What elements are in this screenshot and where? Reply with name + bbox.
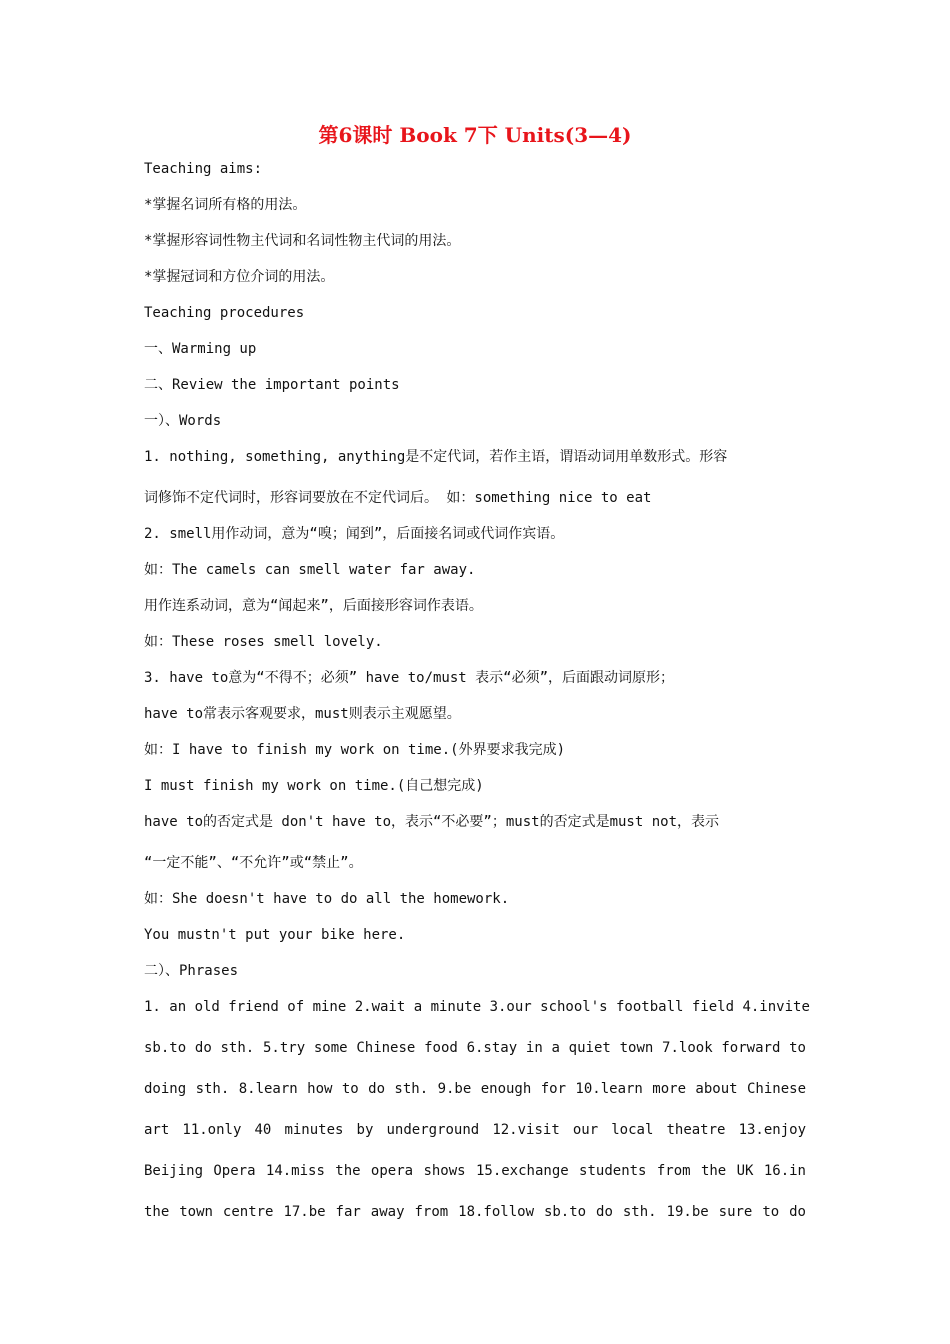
text-line: 词修饰不定代词时，形容词要放在不定代词后。 如：something nice to eat (144, 490, 652, 506)
text-line: *掌握形容词性物主代词和名词性物主代词的用法。 (144, 233, 461, 249)
text-line: 一）、Words (144, 413, 222, 429)
phrase-line (144, 1039, 806, 1080)
text-line: 如：I have to finish my work on time.(外界要求我完成) (144, 742, 566, 758)
text-line: *掌握名词所有格的用法。 (144, 197, 307, 213)
text-line: 一、Warming up (144, 341, 257, 357)
phrase-text: Beijing Opera 14.miss the opera shows 15.exchange students from the UK 16.in (144, 1163, 806, 1179)
text-line: Teaching aims: (144, 161, 263, 177)
text-line: You mustn't put your bike here. (144, 927, 406, 943)
text-line: Teaching procedures (144, 305, 305, 321)
phrase-line (144, 1121, 806, 1162)
phrase-line (144, 1203, 806, 1244)
text-line: *掌握冠词和方位介词的用法。 (144, 269, 335, 285)
text-line: 二、Review the important points (144, 377, 400, 393)
text-line: 1. nothing, something, anything是不定代词，若作主语，谓语动词用单数形式。形容 (144, 449, 728, 465)
page-title: 第6课时 Book 7下 Units(3—4) (318, 123, 632, 147)
text-line: 如：She doesn't have to do all the homework. (144, 891, 510, 907)
phrase-text: art 11.only 40 minutes by underground 12.visit our local theatre 13.enjoy (144, 1122, 806, 1138)
text-line: have to常表示客观要求，must则表示主观愿望。 (144, 706, 461, 722)
text-line: 如：These roses smell lovely. (144, 634, 383, 650)
text-line: “一定不能”、“不允许”或“禁止”。 (144, 855, 363, 871)
text-line: 二）、Phrases (144, 963, 239, 979)
document-page (144, 120, 810, 1244)
phrase-text: 1. an old friend of mine 2.wait a minute 3.our school's football field 4.invite (144, 999, 810, 1015)
text-line: 如：The camels can smell water far away. (144, 562, 476, 578)
text-line: I must finish my work on time.(自己想完成) (144, 778, 484, 794)
text-line: 2. smell用作动词，意为“嗅；闻到”，后面接名词或代词作宾语。 (144, 526, 565, 542)
phrase-line (144, 998, 810, 1039)
phrase-text: sb.to do sth. 5.try some Chinese food 6.stay in a quiet town 7.look forward to (144, 1040, 806, 1056)
text-line: 3. have to意为“不得不；必须” have to/must 表示“必须”，后面跟动词原形； (144, 670, 675, 686)
phrase-text: doing sth. 8.learn how to do sth. 9.be enough for 10.learn more about Chinese (144, 1081, 806, 1097)
phrase-line (144, 1162, 806, 1203)
text-line: have to的否定式是 don't have to，表示“不必要”；must的否定式是must not，表示 (144, 814, 720, 830)
phrase-line (144, 1080, 806, 1121)
text-line: 用作连系动词，意为“闻起来”，后面接形容词作表语。 (144, 598, 483, 614)
phrase-text: the town centre 17.be far away from 18.follow sb.to do sth. 19.be sure to do (144, 1204, 806, 1220)
